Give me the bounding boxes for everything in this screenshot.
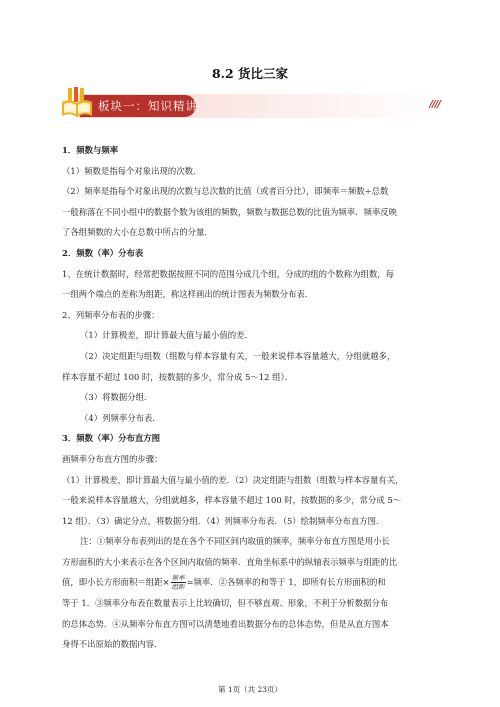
paragraph: 一组两个端点的差称为组距，称这样画出的统计图表为频数分布表．: [62, 289, 314, 300]
paragraph: 1、在统计数据时，经常把数据按照不同的范围分成几个组，分成的组的个数称为组数，每: [62, 268, 394, 279]
section-3-heading: 3．频数（率）分布直方图: [62, 433, 160, 444]
note-paragraph: 等于 1．③频率分布表在数量表示上比较确切，但不够直观、形象，不利于分析数据分布: [62, 598, 389, 609]
fraction-numerator: 频率: [171, 574, 185, 583]
paragraph: 了各组频数的大小在总数中所占的分量．: [62, 227, 213, 238]
fraction: [171, 574, 186, 591]
banner-slashes: ////: [429, 99, 440, 110]
note-text: 值，即小长方形面积＝组距×: [62, 577, 170, 588]
paragraph: （1）频数是指每个对象出现的次数．: [62, 165, 202, 176]
fraction-denominator: 组距: [171, 583, 185, 592]
section-2-heading: 2．频数（率）分布表: [62, 247, 144, 258]
banner-label: 板块一：知识精讲: [98, 99, 198, 113]
paragraph: 画频率分布直方图的步骤：: [62, 453, 163, 464]
list-item: （3）将数据分组．: [80, 392, 153, 403]
paragraph: 2、列频率分布表的步骤：: [62, 309, 160, 320]
paragraph: 一般称落在不同小组中的数据个数为该组的频数，频数与数据总数的比值为频率．频率反映: [62, 206, 397, 217]
paragraph: 一般来说样本容量越大，分组就越多，样本容量不超过 100 时，按数据的多少，常分成 5～: [62, 495, 402, 506]
note-paragraph: 注：①频率分布表列出的是在各个不同区间内取值的频率，频率分布直方图是用小长: [80, 536, 390, 547]
page-title: 8.2 货比三家: [211, 66, 289, 81]
page-footer: 第 1页（共 23页）: [217, 685, 283, 694]
list-item: （2）决定组距与组数（组数与样本容量有关，一般来说样本容量越大，分组就越多，: [80, 350, 396, 361]
document-body: [62, 140, 440, 655]
paragraph: （1）计算极差，即计算最大值与最小值的差．（2）决定组距与组数（组数与样本容量有关，: [62, 474, 404, 485]
note-paragraph: 身得不出原始的数据内容．: [62, 639, 163, 650]
open-book-icon: [60, 86, 94, 120]
paragraph: （2）频率是指每个对象出现的次数与总次数的比值（或者百分比），即频率＝频数÷总数: [62, 186, 389, 197]
note-text: =频率．②各频率的和等于 1，即所有长方形面积的和: [186, 577, 386, 588]
note-paragraph: 的总体态势．④从频率分布直方图可以清楚地看出数据分布的总体态势，但是从直方图本: [62, 618, 389, 629]
paragraph: 12 组）．（3）确定分点，将数据分组．（4）列频率分布表．（5）绘制频率分布直方图．: [62, 515, 385, 526]
list-item: （1）计算极差，即计算最大值与最小值的差．: [80, 330, 253, 341]
list-item: （4）列频率分布表．: [80, 412, 161, 423]
note-paragraph: 方形面积的大小来表示在各个区间内取值的频率．直角坐标系中的纵轴表示频率与组距的比: [62, 556, 397, 567]
list-item-continued: 样本容量不超过 100 时，按数据的多少，常分成 5～12 组）．: [62, 371, 294, 382]
section-banner: [60, 92, 440, 120]
section-1-heading: 1．频数与频率: [62, 145, 119, 155]
note-paragraph-with-fraction: [62, 572, 440, 593]
